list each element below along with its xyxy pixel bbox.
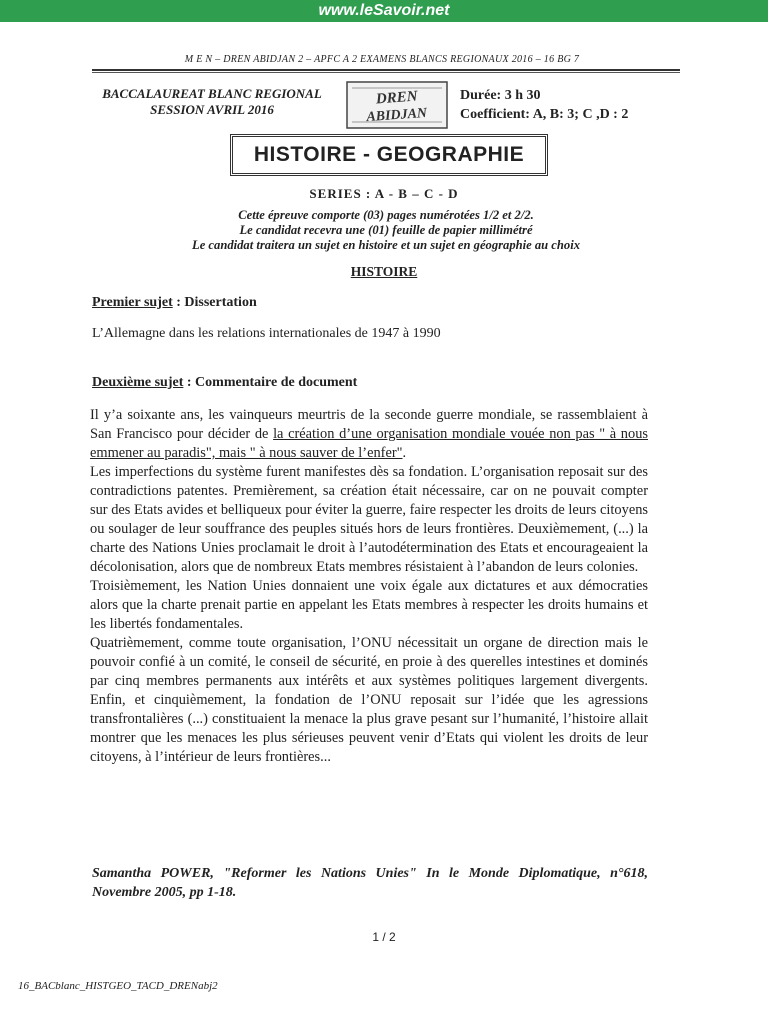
instruction-line: Le candidat traitera un sujet en histoire et un sujet en géographie au choix: [192, 238, 580, 252]
subject1-heading: [92, 295, 257, 311]
header-rule: [92, 69, 680, 71]
site-banner: www.leSavoir.net: [0, 0, 768, 22]
document-text: [90, 406, 648, 767]
paragraph-start: Il y’a soixante ans, les vainqueurs meurtris de la seconde guerre mondiale, se rassemblaient à San Francisco pour décider de: [90, 407, 648, 442]
instructions: [92, 208, 680, 253]
exam-info: [460, 86, 628, 124]
underlined-quote: la création d’une organisation mondiale vouée non pas " à nous emmener au paradis", mais " à nous sauver de l’enfer": [90, 426, 648, 461]
paragraph: [90, 406, 648, 463]
instruction-line: Cette épreuve comporte (03) pages numérotées 1/2 et 2/2.: [238, 208, 534, 222]
subject2-label: Deuxième sujet: [92, 375, 184, 390]
subject1-label: Premier sujet: [92, 295, 173, 310]
instruction-line: Le candidat recevra une (01) feuille de papier millimétré: [239, 223, 533, 237]
subject1-separator: :: [172, 295, 185, 310]
subject1-type: Dissertation: [184, 295, 257, 310]
header-rule-thin: [92, 72, 680, 73]
logo-text-dren: DREN: [375, 88, 419, 108]
subject-title: HISTOIRE - GEOGRAPHIE: [230, 134, 548, 176]
subject2-separator: :: [183, 375, 196, 390]
paragraph-end: .: [402, 445, 407, 461]
coefficient: Coefficient: A, B: 3; C ,D : 2: [460, 107, 629, 122]
history-heading: HISTOIRE: [350, 264, 418, 279]
logo-text-abidjan: ABIDJAN: [365, 105, 428, 126]
duration: Durée: 3 h 30: [460, 88, 541, 103]
series: SERIES : A - B – C - D: [309, 186, 459, 201]
exam-title-line2: SESSION AVRIL 2016: [150, 102, 274, 117]
subject2-type: Commentaire de document: [195, 375, 358, 390]
paragraph: Troisièmement, les Nation Unies donnaient une voix égale aux dictatures et aux démocraties alors que la charte prenait partie en appelant les Etats membres à respecter les droits humains et les libertés fondamentales.: [90, 578, 648, 632]
document-citation: Samantha POWER, "Reformer les Nations Unies" In le Monde Diplomatique, n°618, Novembre 2005, pp 1-18.: [92, 866, 648, 900]
paragraph: Quatrièmement, comme toute organisation, l’ONU nécessitait un organe de direction mais le pouvoir confié à un comité, le conseil de sécurité, en proie à des querelles intestines et dominés par cinq membres permanents aux intérêts et aux systèmes politiques largement divergents. Enfin, et cinquièmement, la fondation de l’ONU reposait sur l’idée que les agressions transfrontalières (...) constituaient la menace la plus grave pesant sur l’humanité, l’histoire allait montrer que les menaces les plus sérieuses peuvent venir d’Etats qui violent les droits de leur citoyens, à l’intérieur de leurs frontières...: [90, 635, 648, 765]
file-reference: 16_BACblanc_HISTGEO_TACD_DRENabj2: [18, 980, 218, 992]
exam-reference: M E N – DREN ABIDJAN 2 – APFC A 2 EXAMENS BLANCS REGIONAUX 2016 – 16 BG 7: [184, 54, 580, 65]
paragraph: Les imperfections du système furent manifestes dès sa fondation. L’organisation reposait sur des contradictions patentes. Premièrement, sa création était nécessaire, car on ne pouvait compter sur des Etats avides et belliqueux pour éviter la guerre, faire respecter les droits de leurs citoyens ou soulager de leur souffrance des peuples situés hors de leurs frontières. Deuxièmement, (...) la charte des Nations Unies proclamait le droit à l’autodétermination des Etats et encourageaient la décolonisation, alors que de nombreux Etats membres résistaient à l’abandon de leurs colonies.: [90, 464, 648, 575]
subject1-topic: L’Allemagne dans les relations internationales de 1947 à 1990: [92, 326, 441, 341]
exam-title: [92, 86, 332, 118]
subject2-heading: [92, 375, 357, 391]
dren-abidjan-logo: [344, 78, 450, 132]
exam-title-line1: BACCALAUREAT BLANC REGIONAL: [102, 86, 322, 101]
page-number: 1 / 2: [372, 930, 396, 944]
